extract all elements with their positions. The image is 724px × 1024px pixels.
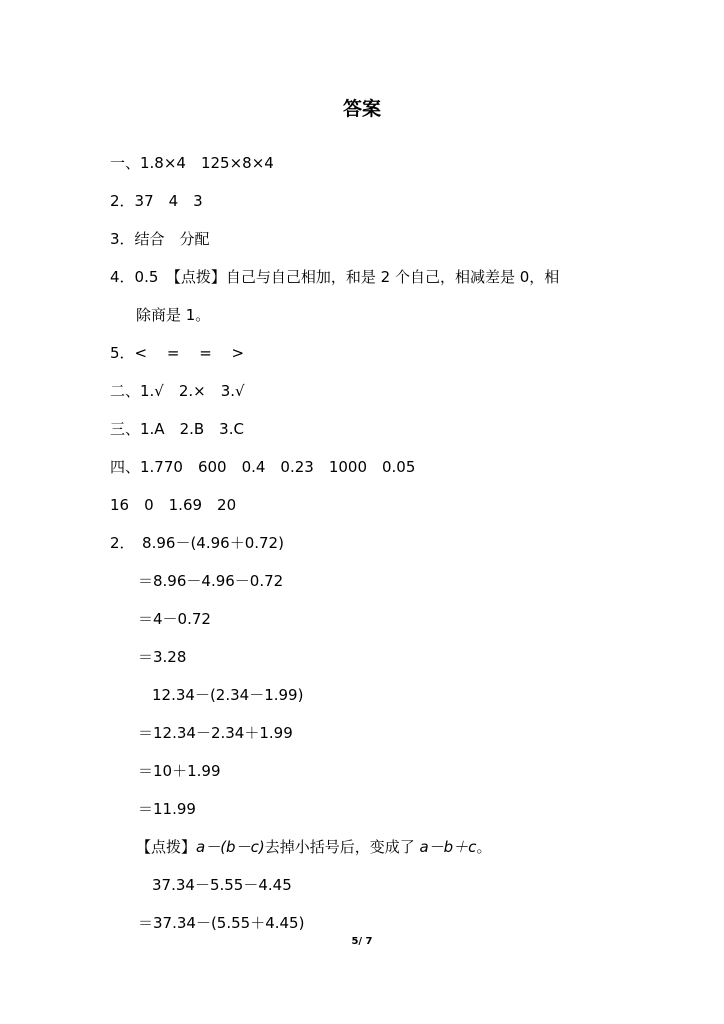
answer-section-1-q3: 3．结合 分配 <box>110 230 210 248</box>
answer-section-1-q2: 2．37 4 3 <box>110 192 203 210</box>
hint-text: 去掉小括号后，变成了 <box>264 838 420 856</box>
answer-section-4-q1-continued: 16 0 1.69 20 <box>110 496 237 514</box>
hint-expression: a－(b－c) <box>196 838 265 856</box>
answer-section-4-q2-step: 2． 8.96－(4.96＋0.72) <box>110 534 284 552</box>
hint-label: 【点拨】 <box>136 838 197 856</box>
calculation-step: ＝12.34－2.34＋1.99 <box>138 724 293 742</box>
calculation-step: ＝11.99 <box>138 800 196 818</box>
page-title: 答案 <box>342 98 381 120</box>
answer-section-1-q4: 4．0.5 【点拨】自己与自己相加，和是 2 个自己，相减差是 0，相 <box>110 268 560 286</box>
calculation-step: ＝4－0.72 <box>138 610 211 628</box>
hint-text: 。 <box>476 838 492 856</box>
hint-note <box>136 837 491 857</box>
calculation-step: ＝3.28 <box>138 648 187 666</box>
calculation-step: 12.34－(2.34－1.99) <box>152 686 304 704</box>
calculation-step: ＝10＋1.99 <box>138 762 221 780</box>
answer-section-1-q5: 5．< = = > <box>110 344 245 362</box>
answer-section-1-q4-continued: 除商是 1。 <box>136 306 211 324</box>
answer-section-2: 二、1.√ 2.× 3.√ <box>110 382 245 400</box>
answer-section-4-q1: 四、1.770 600 0.4 0.23 1000 0.05 <box>110 458 416 476</box>
page-number: 5/ 7 <box>351 936 373 947</box>
answer-section-3: 三、1.A 2.B 3.C <box>110 420 244 438</box>
calculation-step: ＝37.34－(5.55＋4.45) <box>138 914 305 932</box>
hint-expression: a－b＋c <box>419 838 477 856</box>
calculation-step: ＝8.96－4.96－0.72 <box>138 572 284 590</box>
answer-section-1-q1: 一、1.8×4 125×8×4 <box>110 154 274 172</box>
calculation-step: 37.34－5.55－4.45 <box>152 876 292 894</box>
